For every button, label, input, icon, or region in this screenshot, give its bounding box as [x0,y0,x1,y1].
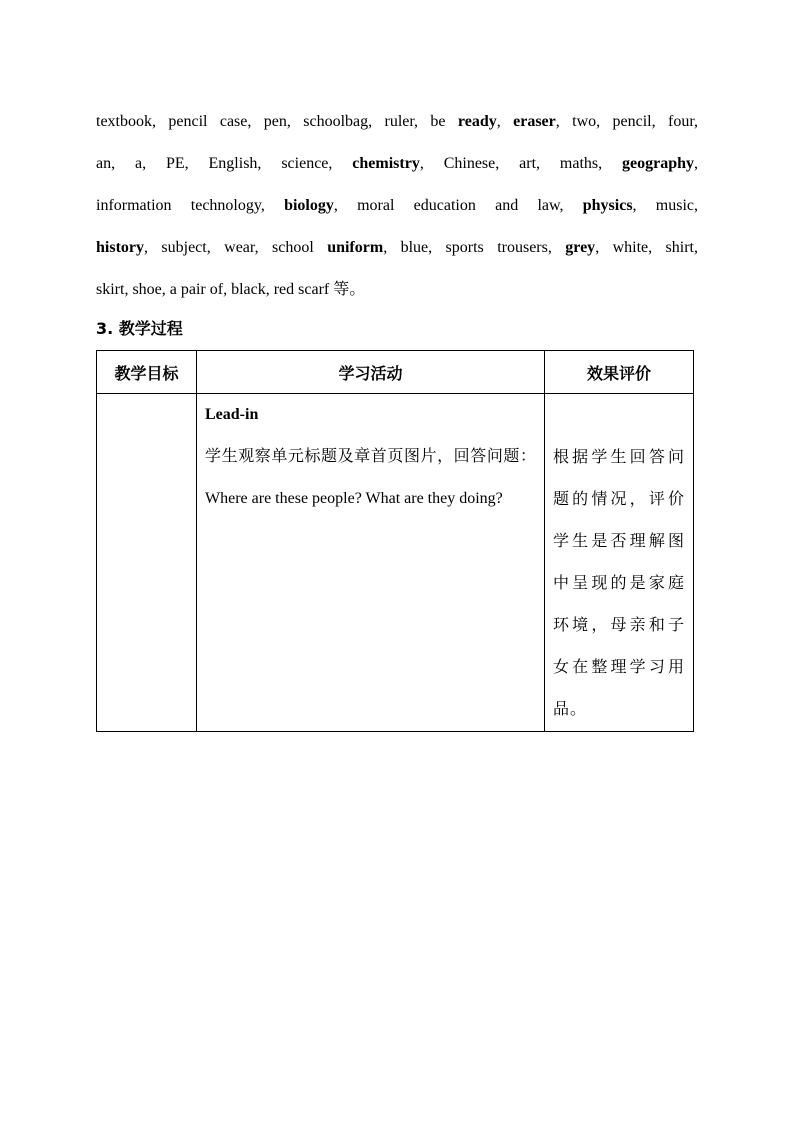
teaching-process-table [96,350,694,732]
vocabulary-text: , [694,155,699,172]
header-evaluation: 效果评价 [545,351,694,394]
learning-activity-cell [197,394,545,732]
vocabulary-text: , [496,113,514,130]
vocabulary-text: , Chinese, art, maths, [419,155,623,172]
vocabulary-text: , white, shirt, [595,239,698,256]
vocabulary-key-word: geography [622,155,695,172]
vocabulary-key-word: history [96,239,144,256]
vocabulary-key-word: eraser [513,113,556,130]
vocabulary-key-word: biology [284,197,334,214]
evaluation-text: 根据学生回答问题的情况，评价学生是否理解图中呈现的是家庭环境，母亲和子女在整理学习用品。 [553,447,685,718]
header-learning-activity: 学习活动 [197,351,545,394]
table-header-row [97,351,694,394]
section-heading: 3. 教学过程 [96,319,183,338]
vocabulary-key-word: physics [582,197,633,214]
vocabulary-line [96,227,698,269]
table-row [97,394,694,732]
vocabulary-line [96,101,698,143]
vocabulary-text: information technology, [96,197,285,214]
vocabulary-text: textbook, pencil case, pen, schoolbag, ruler, be [96,113,458,130]
vocabulary-text: , subject, wear, school [144,239,328,256]
vocabulary-text: , two, pencil, four, [555,113,699,130]
vocabulary-paragraph [96,101,698,311]
vocabulary-text: , moral education and law, [333,197,583,214]
vocabulary-text: , blue, sports trousers, [383,239,566,256]
vocabulary-key-word: ready [457,113,497,130]
vocabulary-line [96,269,698,311]
header-teaching-goal: 教学目标 [97,351,197,394]
teaching-goal-cell [97,394,197,732]
vocabulary-text: skirt, shoe, a pair of, black, red scarf 等。 [96,281,366,298]
vocabulary-key-word: uniform [327,239,384,256]
activity-title: Lead-in [205,406,259,423]
vocabulary-text: , music, [632,197,699,214]
vocabulary-line [96,143,698,185]
activity-body: 学生观察单元标题及章首页图片，回答问题：Where are these people? What are they doing? [205,448,536,507]
vocabulary-key-word: grey [565,239,596,256]
vocabulary-key-word: chemistry [352,155,420,172]
vocabulary-text: an, a, PE, English, science, [96,155,353,172]
vocabulary-line [96,185,698,227]
evaluation-cell [545,394,694,732]
